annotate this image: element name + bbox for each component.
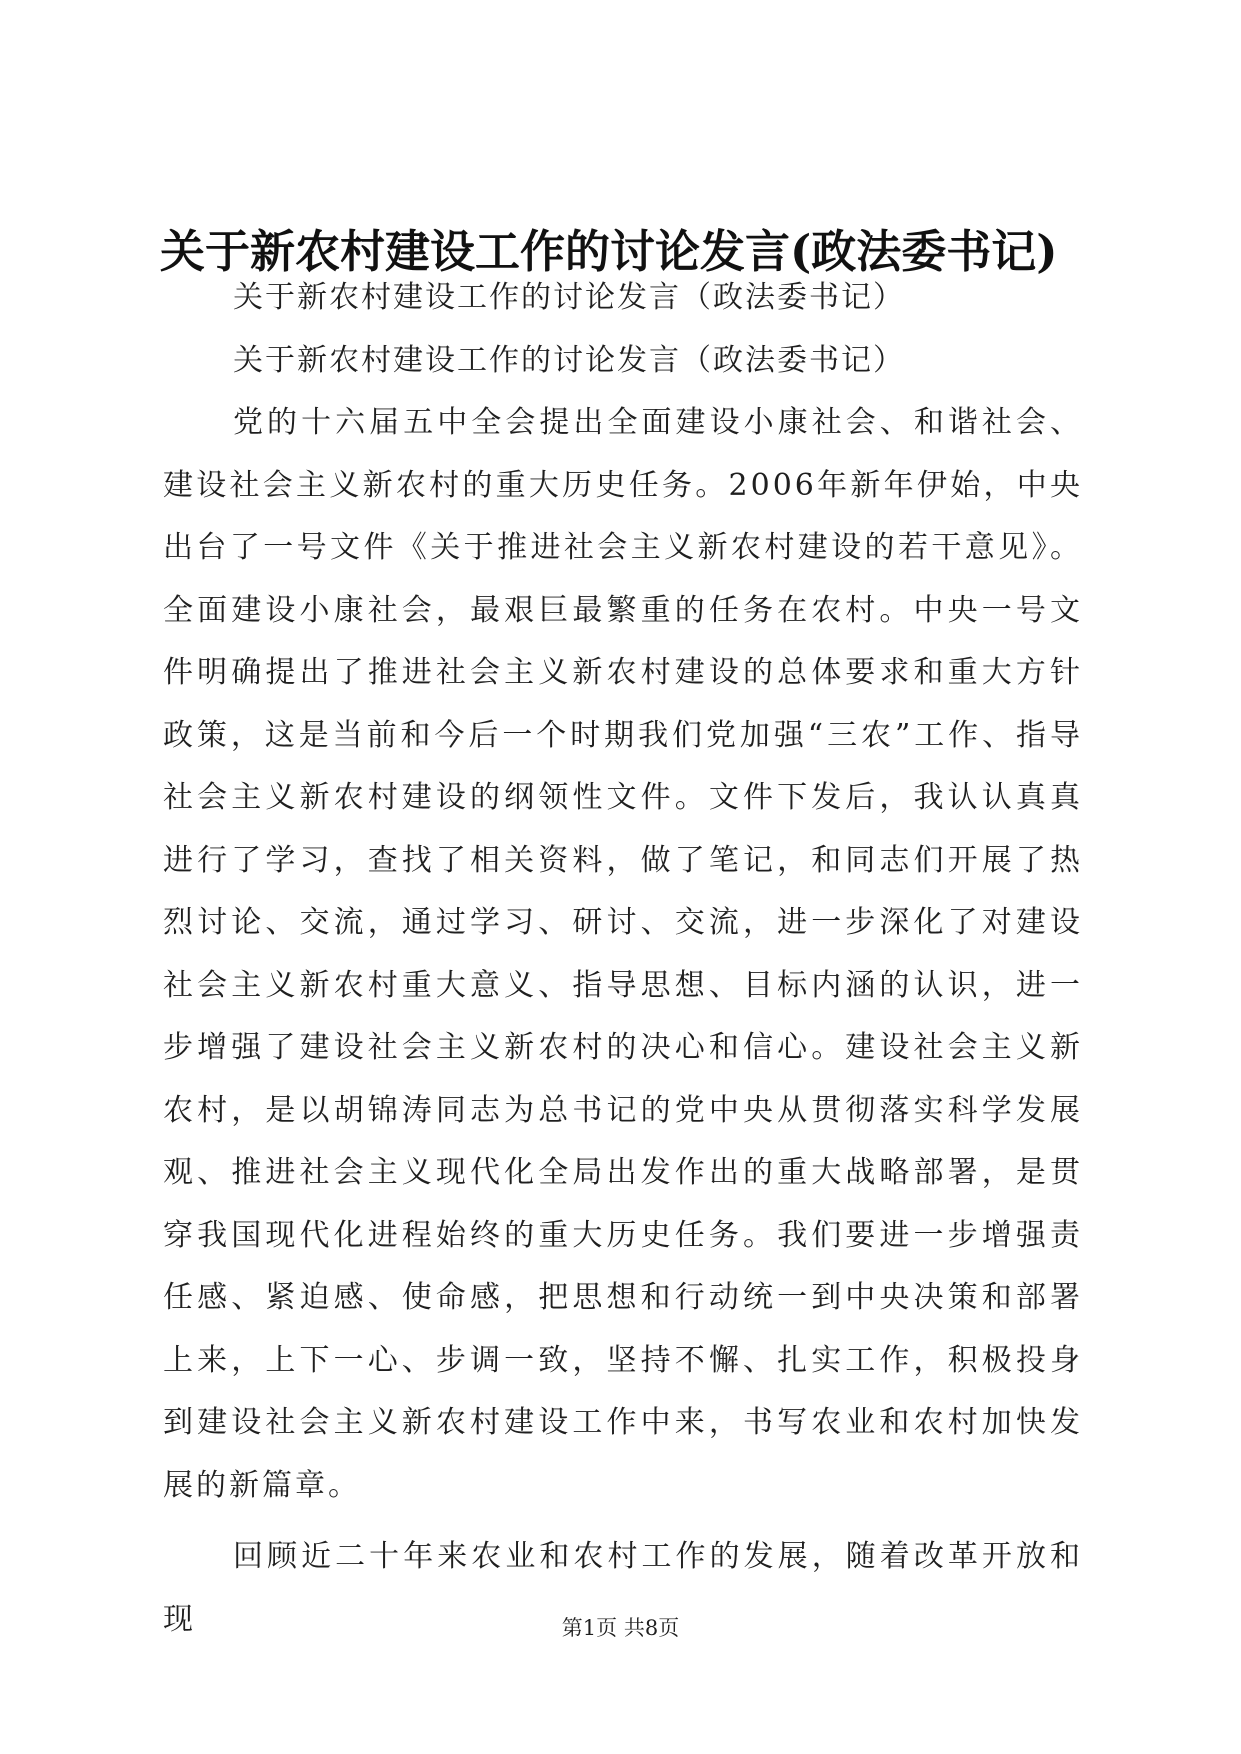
body-paragraph-1: 党的十六届五中全会提出全面建设小康社会、和谐社会、建设社会主义新农村的重大历史任务。2006年新年伊始，中央出台了一号文件《关于推进社会主义新农村建设的若干意见》。全面建设小康社会，最艰巨最繁重的任务在农村。中央一号文件明确提出了推进社会主义新农村建设的总体要求和重大方针政策，这是当前和今后一个时期我们党加强“三农”工作、指导社会主义新农村建设的纲领性文件。文件下发后，我认认真真进行了学习，查找了相关资料，做了笔记，和同志们开展了热烈讨论、交流，通过学习、研讨、交流，进一步深化了对建设社会主义新农村重大意义、指导思想、目标内涵的认识，进一步增强了建设社会主义新农村的决心和信心。建设社会主义新农村，是以胡锦涛同志为总书记的党中央从贯彻落实科学发展观、推进社会主义现代化全局出发作出的重大战略部署，是贯穿我国现代化进程始终的重大历史任务。我们要进一步增强责任感、紧迫感、使命感，把思想和行动统一到中央决策和部署上来，上下一心、步调一致，坚持不懈、扎实工作，积极投身到建设社会主义新农村建设工作中来，书写农业和农村加快发展的新篇章。: [163, 405, 1083, 1503]
subtitle-line-1: 关于新农村建设工作的讨论发言（政法委书记）: [233, 280, 905, 315]
body-paragraph-2: 回顾近二十年来农业和农村工作的发展，随着改革开放和现: [163, 1539, 1083, 1637]
page-number-label: 第1页 共8页: [561, 1616, 680, 1640]
subtitle-line-2: 关于新农村建设工作的讨论发言（政法委书记）: [233, 342, 905, 378]
document-title: 关于新农村建设工作的讨论发言(政法委书记): [160, 225, 1058, 278]
page-footer: [0, 1612, 1241, 1642]
document-body: [163, 267, 1083, 1651]
